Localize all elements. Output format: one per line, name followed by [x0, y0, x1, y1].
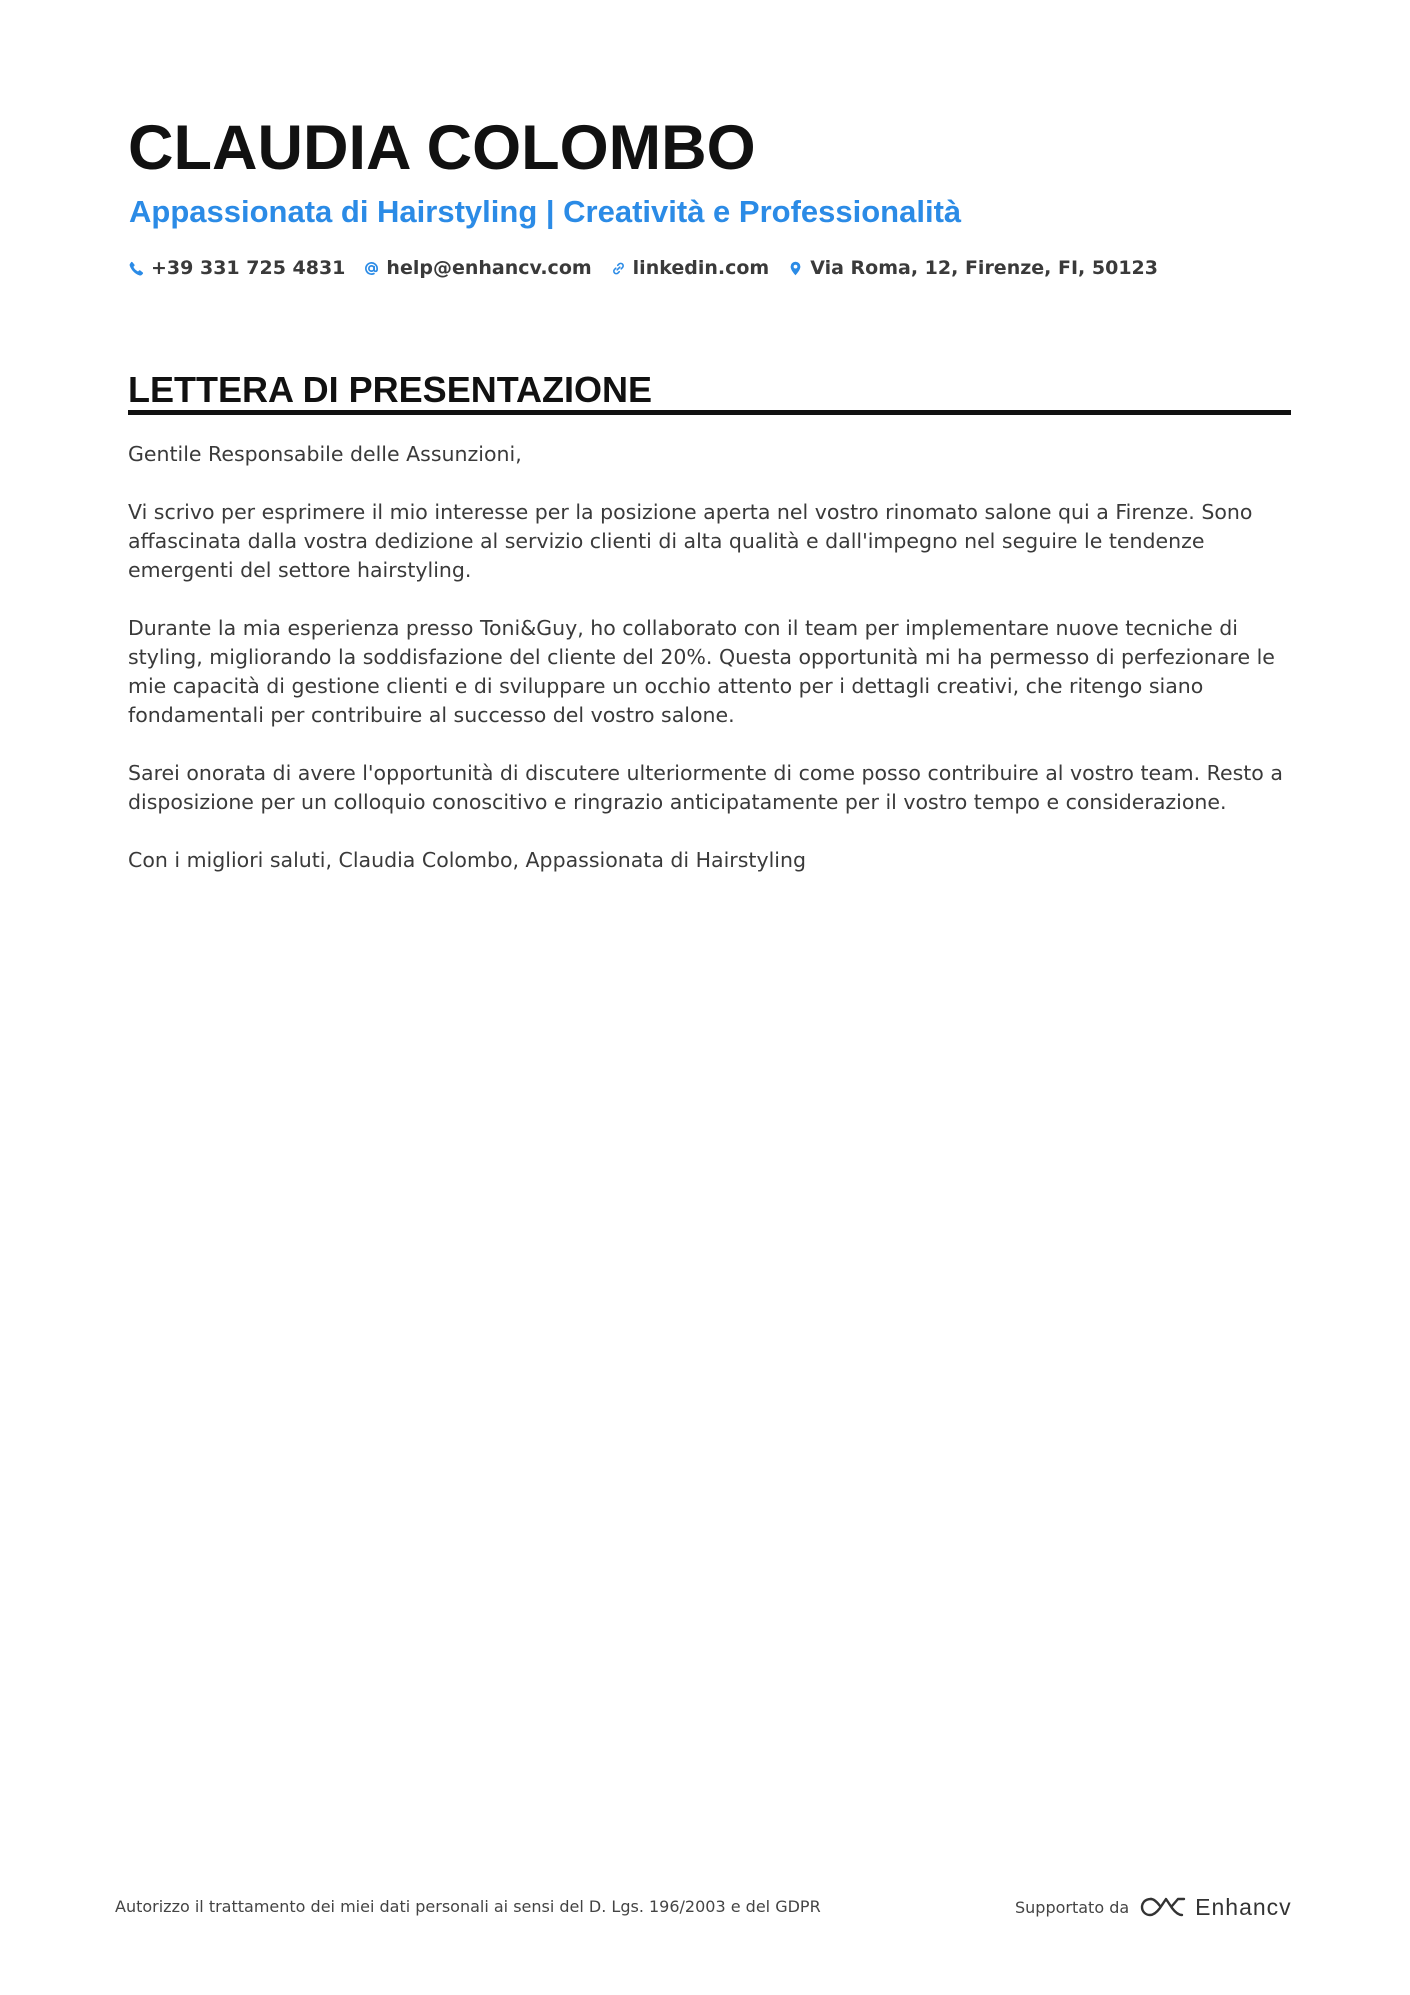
email-text: help@enhancv.com — [386, 257, 592, 279]
letter-body — [128, 440, 1296, 904]
location-pin-icon — [788, 258, 808, 278]
enhancv-logo-icon — [1139, 1893, 1187, 1921]
letter-paragraph: Durante la mia esperienza presso Toni&Guy, ho collaborato con il team per implementare nuove tecniche di styling, migliorando la soddisfazione del cliente del 20%. Questa opportunità mi ha permesso di perfezionare le mie capacità di gestione clienti e di sviluppare un occhio attento per i dettagli creativi, che ritengo siano fondamentali per contribuire al successo del vostro salone. — [128, 616, 1275, 727]
at-icon — [364, 258, 384, 278]
powered-by[interactable] — [1015, 1890, 1292, 1924]
letter-salutation: Gentile Responsabile delle Assunzioni, — [128, 442, 522, 466]
letter-paragraph: Sarei onorata di avere l'opportunità di discutere ulteriormente di come posso contribuire al vostro team. Resto a disposizione per un colloquio conoscitivo e ringrazio anticipatamente per il vostro tempo e considerazione. — [128, 761, 1283, 814]
contact-phone[interactable] — [129, 257, 345, 279]
link-icon — [611, 258, 631, 278]
contact-bar — [129, 253, 1177, 283]
candidate-title: Appassionata di Hairstyling | Creatività e Professionalità — [129, 194, 962, 229]
phone-icon — [129, 258, 149, 278]
contact-email[interactable] — [364, 257, 591, 279]
address-text: Via Roma, 12, Firenze, FI, 50123 — [810, 257, 1158, 279]
privacy-consent: Autorizzo il trattamento dei miei dati personali ai sensi del D. Lgs. 196/2003 e del GDPR — [115, 1897, 821, 1916]
section-heading: LETTERA DI PRESENTAZIONE — [128, 369, 653, 410]
enhancv-brand-text: Enhancv — [1195, 1893, 1292, 1920]
contact-address — [788, 257, 1158, 279]
linkedin-text: linkedin.com — [632, 257, 770, 279]
section-divider — [128, 410, 1291, 415]
candidate-name: CLAUDIA COLOMBO — [128, 113, 756, 183]
powered-by-label: Supportato da — [1015, 1897, 1130, 1917]
letter-closing: Con i migliori saluti, Claudia Colombo, Appassionata di Hairstyling — [128, 848, 806, 872]
phone-text: +39 331 725 4831 — [151, 257, 346, 279]
letter-paragraph: Vi scrivo per esprimere il mio interesse per la posizione aperta nel vostro rinomato salone qui a Firenze. Sono affascinata dalla vostra dedizione al servizio clienti di alta qualità e dall'impegno nel seguire le tendenze emergenti del settore hairstyling. — [128, 500, 1253, 582]
contact-linkedin[interactable] — [611, 257, 770, 279]
